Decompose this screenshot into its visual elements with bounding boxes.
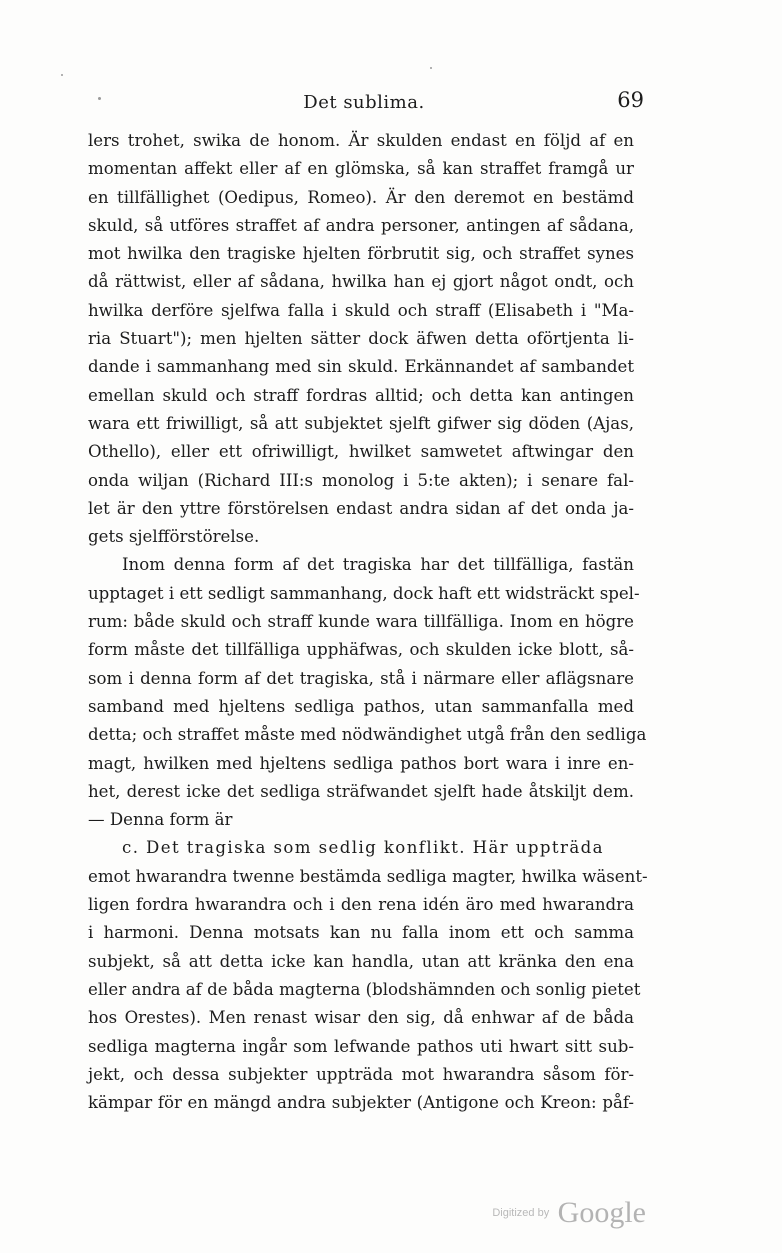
digitized-watermark bbox=[492, 1196, 646, 1230]
text-line: Inom denna form af det tragiska har det tillfälliga, fastän bbox=[122, 555, 634, 575]
paragraph-3 bbox=[88, 834, 648, 1117]
print-speck bbox=[430, 67, 432, 69]
text-line: emot hwarandra twenne bestämda sedliga magter, hwilka wäsent- bbox=[88, 866, 648, 886]
text-line: wara ett friwilligt, så att subjektet sjelft gifwer sig döden (Ajas, bbox=[88, 413, 634, 433]
text-line: detta; och straffet måste med nödwändighet utgå från den sedliga bbox=[88, 725, 647, 745]
text-line: rum: både skuld och straff kunde wara tillfälliga. Inom en högre bbox=[88, 612, 634, 632]
text-line: i harmoni. Denna motsats kan nu falla inom ett och samma bbox=[88, 923, 634, 943]
body-text bbox=[88, 127, 648, 1117]
text-line: jekt, och dessa subjekter uppträda mot hwarandra såsom för- bbox=[88, 1064, 634, 1084]
text-line: hwilka derföre sjelfwa falla i skuld och straff (Elisabeth i "Ma- bbox=[88, 300, 634, 320]
text-line: ria Stuart"); men hjelten sätter dock äfwen detta oförtjenta li- bbox=[88, 329, 634, 349]
text-line: eller andra af de båda magterna (blodshämnden och sonlig pietet bbox=[88, 979, 641, 999]
paragraph-1 bbox=[88, 127, 634, 551]
print-speck bbox=[61, 74, 63, 76]
text-line: momentan affekt eller af en glömska, så kan straffet framgå ur bbox=[88, 159, 634, 179]
text-line: samband med hjeltens sedliga pathos, utan sammanfalla med bbox=[88, 696, 634, 716]
running-title: Det sublima. bbox=[303, 92, 425, 113]
watermark-prefix: Digitized by bbox=[492, 1207, 550, 1219]
text-line: gets sjelfförstörelse. bbox=[88, 527, 260, 547]
text-line: hos Orestes). Men renast wisar den sig, då enhwar af de båda bbox=[88, 1008, 634, 1028]
text-line: kämpar för en mängd andra subjekter (Antigone och Kreon: påf- bbox=[88, 1093, 634, 1113]
text-line: mot hwilka den tragiske hjelten förbrutit sig, och straffet synes bbox=[88, 244, 634, 264]
running-head bbox=[84, 88, 644, 118]
page-number: 69 bbox=[617, 88, 644, 112]
text-line: emellan skuld och straff fordras alltid; och detta kan antingen bbox=[88, 385, 634, 405]
text-line: skuld, så utföres straffet af andra personer, antingen af sådana, bbox=[88, 215, 634, 235]
text-line: het, derest icke det sedliga sträfwandet sjelft hade åtskiljt dem. bbox=[88, 781, 634, 801]
text-line: lers trohet, swika de honom. Är skulden endast en följd af en bbox=[88, 131, 634, 150]
text-line: ligen fordra hwarandra och i den rena idén äro med hwarandra bbox=[88, 895, 634, 915]
text-line: dande i sammanhang med sin skuld. Erkännandet af sambandet bbox=[88, 357, 634, 377]
text-line: Othello), eller ett ofriwilligt, hwilket samwetet aftwingar den bbox=[88, 442, 634, 462]
paragraph-2 bbox=[88, 551, 647, 834]
text-line: som i denna form af det tragiska, stå i närmare eller aflägsnare bbox=[88, 668, 634, 688]
text-line: form måste det tillfälliga upphäfwas, och skulden icke blott, så- bbox=[88, 640, 634, 660]
text-line: magt, hwilken med hjeltens sedliga pathos bort wara i inre en- bbox=[88, 753, 634, 773]
text-line: let är den yttre förstörelsen endast andra sidan af det onda ja- bbox=[88, 498, 634, 518]
text-line: — Denna form är bbox=[88, 810, 233, 830]
google-logo: Google bbox=[557, 1196, 646, 1229]
text-line: onda wiljan (Richard III:s monolog i 5:te akten); i senare fal- bbox=[88, 470, 634, 490]
text-line: en tillfällighet (Oedipus, Romeo). Är den deremot en bestämd bbox=[88, 187, 634, 207]
text-line: då rättwist, eller af sådana, hwilka han ej gjort något ondt, och bbox=[88, 272, 634, 292]
text-line: subjekt, så att detta icke kan handla, utan att kränka den ena bbox=[88, 951, 634, 971]
text-line: upptaget i ett sedligt sammanhang, dock haft ett widsträckt spel- bbox=[88, 583, 640, 603]
section-heading-line: c. Det tragiska som sedlig konflikt. Här uppträda bbox=[122, 838, 604, 858]
text-line: sedliga magterna ingår som lefwande pathos uti hwart sitt sub- bbox=[88, 1036, 634, 1056]
